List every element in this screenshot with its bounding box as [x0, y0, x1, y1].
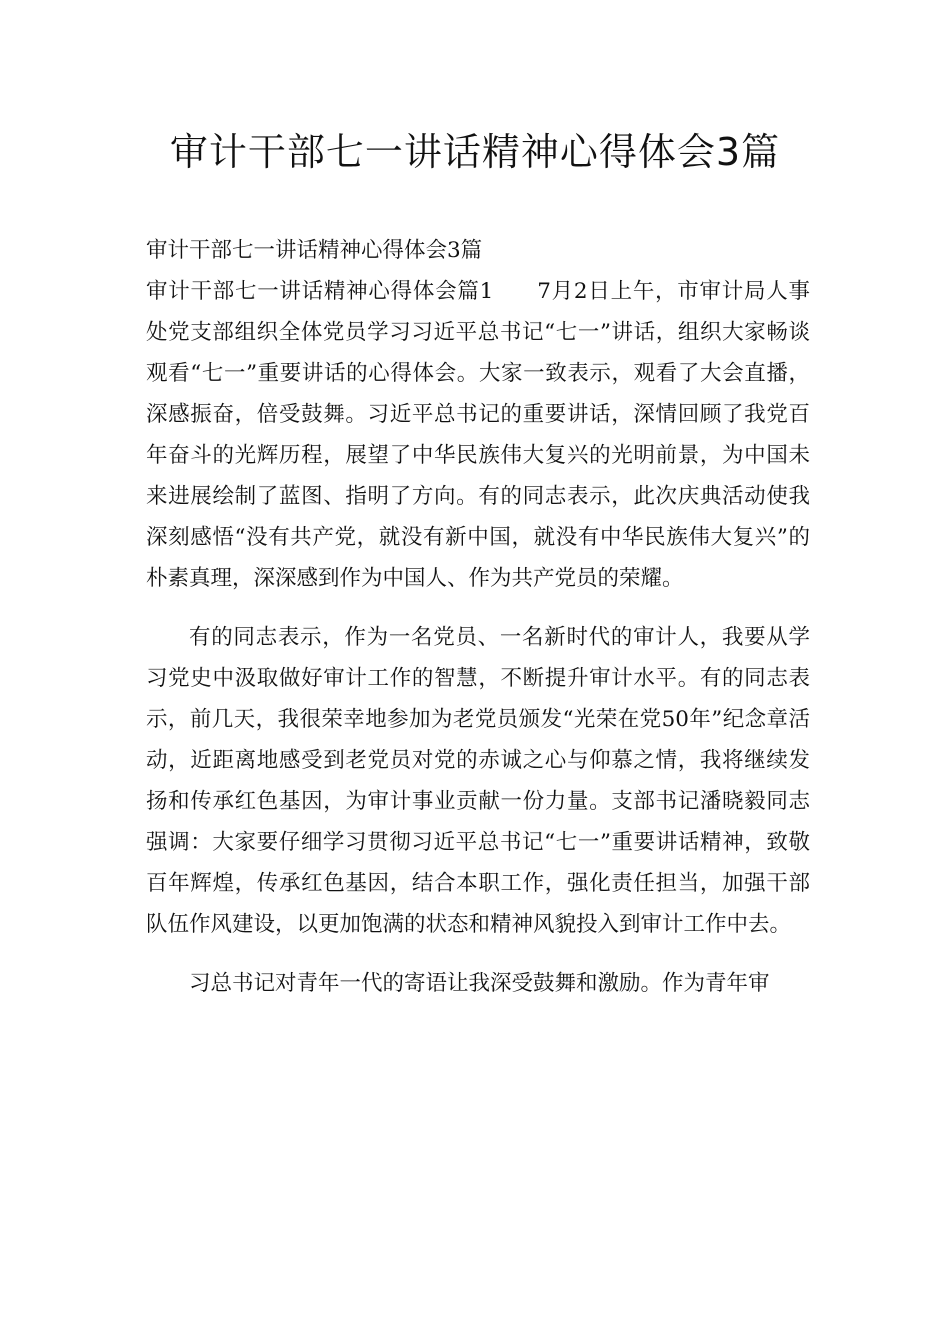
paragraph-1-lead: 审计干部七一讲话精神心得体会篇1 [146, 279, 494, 304]
paragraph-3: 习总书记对青年一代的寄语让我深受鼓舞和激励。作为青年审 [189, 971, 770, 996]
document-body [146, 230, 810, 1004]
paragraph-1-text: 7月2日上午，市审计局人事处党支部组织全体党员学习习近平总书记“七一”讲话，组织大家畅谈观看“七一”重要讲话的心得体会。大家一致表示，观看了大会直播，深感振奋，倍受鼓舞。习近平总书记的重要讲话，深情回顾了我党百年奋斗的光辉历程，展望了中华民族伟大复兴的光明前景，为中国未来进展绘制了蓝图、指明了方向。有的同志表示，此次庆典活动使我深刻感悟“没有共产党，就没有新中国，就没有中华民族伟大复兴”的朴素真理，深深感到作为中国人、作为共产党员的荣耀。 [146, 279, 810, 591]
document-title: 审计干部七一讲话精神心得体会3篇 [169, 130, 781, 174]
document-subtitle: 审计干部七一讲话精神心得体会3篇 [146, 238, 483, 263]
paragraph-2: 有的同志表示，作为一名党员、一名新时代的审计人，我要从学习党史中汲取做好审计工作的智慧，不断提升审计水平。有的同志表示，前几天，我很荣幸地参加为老党员颁发“光荣在党50年”纪念章活动，近距离地感受到老党员对党的赤诚之心与仰慕之情，我将继续发扬和传承红色基因，为审计事业贡献一份力量。支部书记潘晓毅同志强调：大家要仔细学习贯彻习近平总书记“七一”重要讲话精神，致敬百年辉煌，传承红色基因，结合本职工作，强化责任担当，加强干部队伍作风建设，以更加饱满的状态和精神风貌投入到审计工作中去。 [146, 625, 810, 937]
paragraph-1 [146, 271, 810, 599]
